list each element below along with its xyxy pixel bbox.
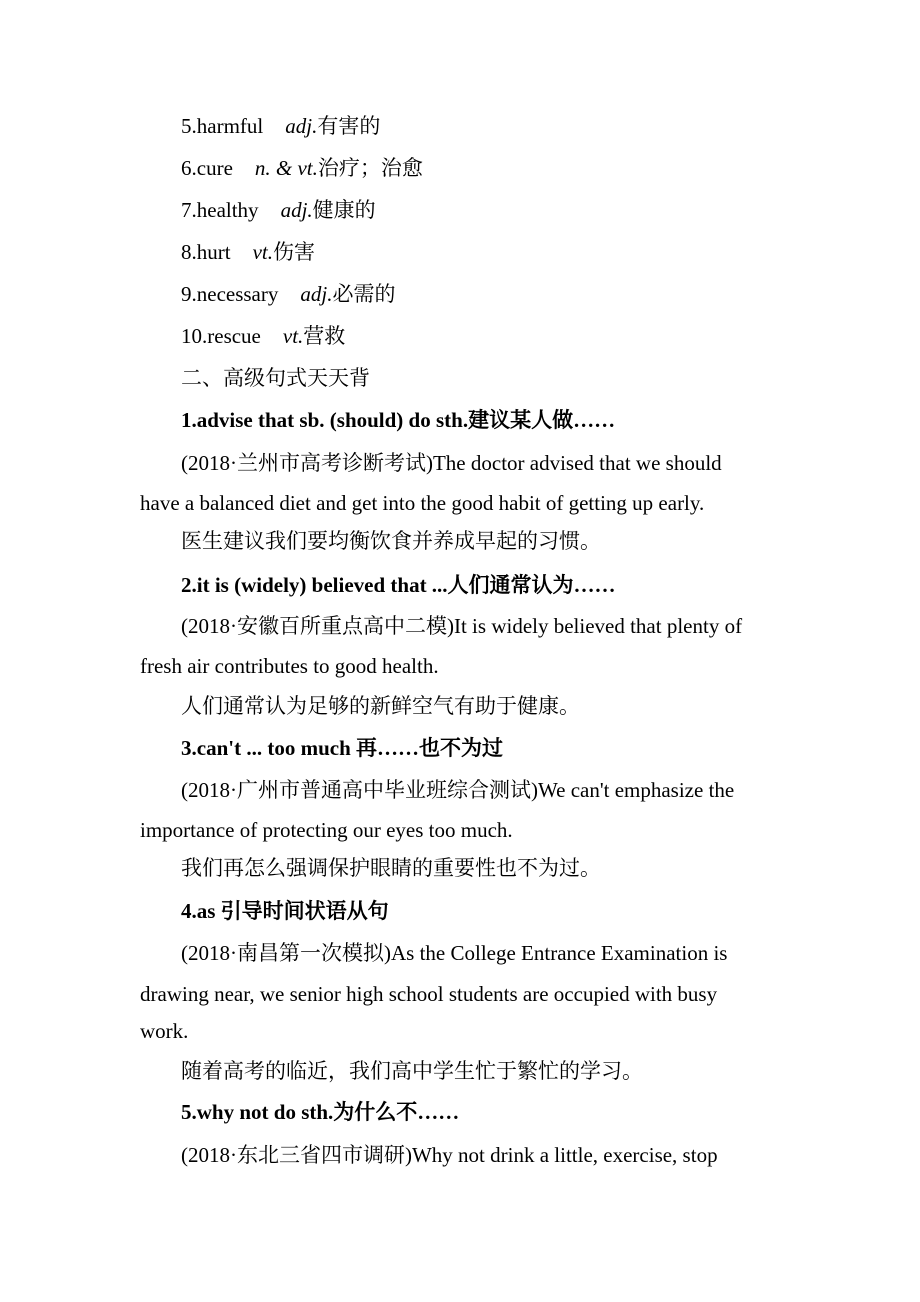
- vocab-item: [181, 239, 315, 265]
- vocab-item: [181, 323, 345, 349]
- pattern-heading: 3.can't ... too much 再……也不为过: [181, 736, 503, 760]
- translation: 医生建议我们要均衡饮食并养成早起的习惯。: [181, 529, 601, 553]
- pattern-heading: 2.it is (widely) believed that ...人们通常认为……: [181, 573, 616, 597]
- vocab-item: [181, 197, 376, 223]
- vocab-item: [181, 155, 423, 181]
- vocab-pos: adj.: [280, 198, 313, 222]
- vocab-meaning: 必需的: [332, 282, 396, 306]
- pattern-heading: 5.why not do sth.为什么不……: [181, 1100, 460, 1124]
- vocab-meaning: 有害的: [317, 114, 381, 138]
- vocab-meaning: 健康的: [312, 198, 376, 222]
- vocab-pos: vt.: [252, 240, 273, 264]
- example-line: (2018·南昌第一次模拟)As the College Entrance Examination is: [181, 941, 728, 965]
- example-line: have a balanced diet and get into the good habit of getting up early.: [140, 491, 705, 515]
- vocab-word: 5.harmful: [181, 114, 264, 138]
- vocab-pos: adj.: [285, 114, 318, 138]
- translation: 我们再怎么强调保护眼睛的重要性也不为过。: [181, 856, 601, 880]
- vocab-word: 10.rescue: [181, 324, 261, 348]
- example-line: (2018·兰州市高考诊断考试)The doctor advised that we should: [181, 451, 722, 475]
- translation: 随着高考的临近，我们高中学生忙于繁忙的学习。: [181, 1059, 643, 1083]
- translation: 人们通常认为足够的新鲜空气有助于健康。: [181, 694, 580, 718]
- example-line: drawing near, we senior high school students are occupied with busy: [140, 982, 718, 1006]
- example-line: work.: [140, 1019, 189, 1043]
- example-line: (2018·广州市普通高中毕业班综合测试)We can't emphasize the: [181, 778, 735, 802]
- vocab-item: [181, 281, 395, 307]
- example-line: (2018·安徽百所重点高中二模)It is widely believed that plenty of: [181, 614, 743, 638]
- vocab-pos: n. & vt.: [254, 156, 318, 180]
- vocab-word: 6.cure: [181, 156, 233, 180]
- vocab-meaning: 治疗；治愈: [317, 156, 423, 180]
- section-title: 二、高级句式天天背: [181, 366, 370, 390]
- vocab-word: 8.hurt: [181, 240, 231, 264]
- vocab-meaning: 伤害: [272, 240, 315, 264]
- example-line: (2018·东北三省四市调研)Why not drink a little, exercise, stop: [181, 1143, 718, 1167]
- vocab-word: 7.healthy: [181, 198, 259, 222]
- vocab-word: 9.necessary: [181, 282, 279, 306]
- vocab-pos: vt.: [282, 324, 304, 348]
- example-line: fresh air contributes to good health.: [140, 654, 439, 678]
- pattern-heading: 1.advise that sb. (should) do sth.建议某人做……: [181, 408, 616, 432]
- vocab-meaning: 营救: [303, 324, 346, 348]
- vocab-item: [181, 113, 380, 139]
- example-line: importance of protecting our eyes too much.: [140, 818, 513, 842]
- vocab-pos: adj.: [300, 282, 333, 306]
- pattern-heading: 4.as 引导时间状语从句: [181, 899, 389, 923]
